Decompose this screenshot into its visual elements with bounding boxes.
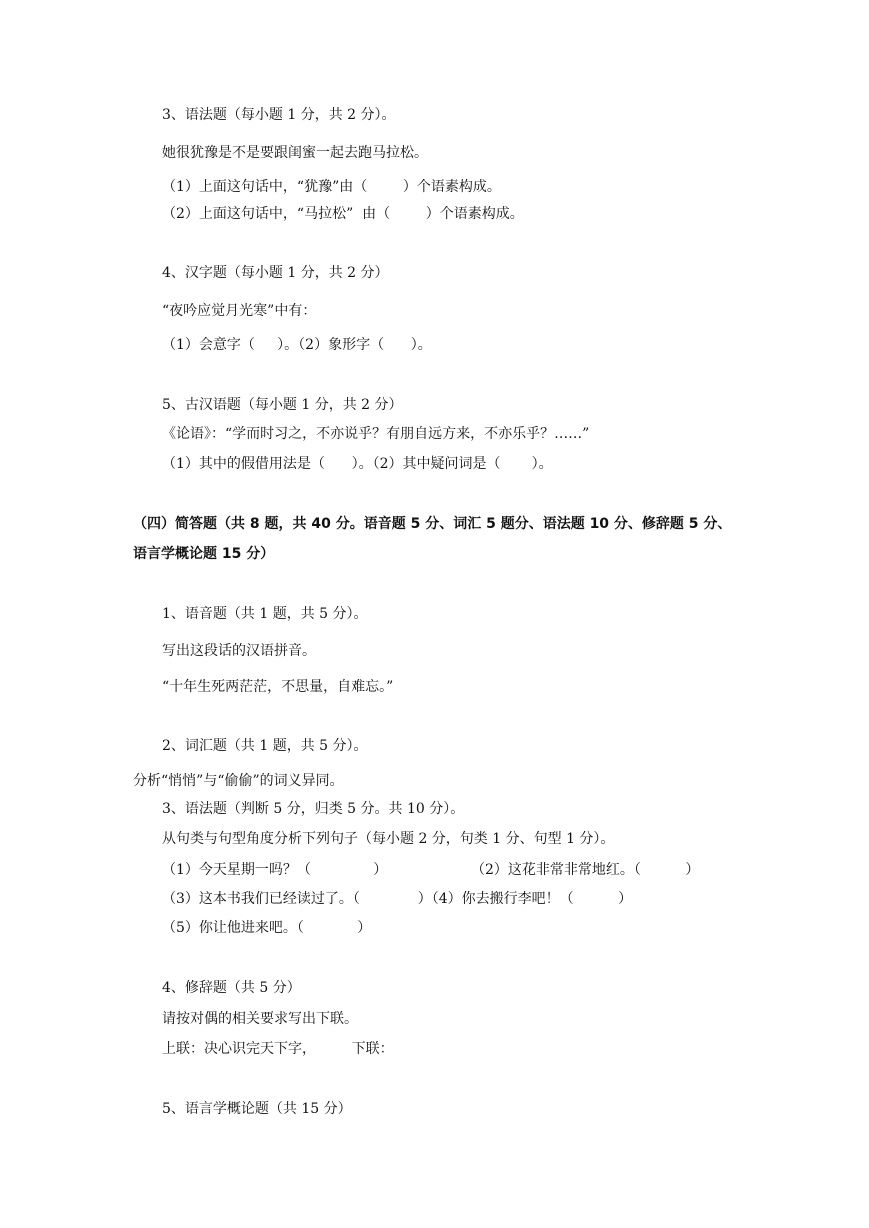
- s3-heading: 3、语法题（判断 5 分，归类 5 分。共 10 分）。: [162, 801, 465, 817]
- s5-heading: 5、语言学概论题（共 15 分）: [162, 1101, 352, 1117]
- q3-item-1: （1）上面这句话中，“犹豫”由（ ）个语素构成。: [162, 179, 501, 195]
- section-title-line-1: （四）简答题（共 8 题，共 40 分。语音题 5 分、词汇 5 题分、语法题 10 分、修辞题 5 分、: [133, 516, 732, 532]
- s2-prompt: 分析“悄悄”与“偷偷”的词义异同。: [133, 773, 344, 789]
- s3-item-3-4: （3）这本书我们已经读过了。（ ）（4）你去搬行李吧！（ ）: [162, 891, 633, 907]
- s1-instruction: 写出这段话的汉语拼音。: [162, 643, 316, 659]
- q4-items: （1）会意字（ ）。（2）象形字（ ）。: [162, 337, 432, 353]
- s3-item-5: （5）你让他进来吧。（ ）: [162, 920, 372, 936]
- q4-heading: 4、汉字题（每小题 1 分，共 2 分）: [162, 265, 389, 281]
- s1-heading: 1、语音题（共 1 题，共 5 分）。: [162, 606, 368, 622]
- q5-quote: 《论语》：“学而时习之，不亦说乎？有朋自远方来，不亦乐乎？……”: [162, 426, 590, 442]
- s3-item-1: （1）今天星期一吗？（ ）: [162, 862, 388, 878]
- s4-heading: 4、修辞题（共 5 分）: [162, 980, 301, 996]
- q5-items: （1）其中的假借用法是（ ）。（2）其中疑问词是（ ）。: [162, 456, 553, 472]
- q4-quote: “夜吟应觉月光寒”中有：: [162, 303, 317, 319]
- s4-couplet: 上联：决心识完天下字， 下联：: [162, 1041, 394, 1057]
- section-title-line-2: 语言学概论题 15 分）: [133, 546, 275, 562]
- s1-quote: “十年生死两茫茫，不思量，自难忘。”: [162, 679, 394, 695]
- q3-sentence: 她很犹豫是不是要跟闺蜜一起去跑马拉松。: [162, 145, 428, 161]
- s3-item-2: （2）这花非常非常地红。（ ）: [471, 862, 700, 878]
- s3-instruction: 从句类与句型角度分析下列句子（每小题 2 分，句类 1 分、句型 1 分）。: [162, 831, 615, 847]
- q3-item-2: （2）上面这句话中，“马拉松” 由（ ）个语素构成。: [162, 206, 524, 222]
- q3-heading: 3、语法题（每小题 1 分，共 2 分）。: [162, 107, 396, 123]
- q5-heading: 5、古汉语题（每小题 1 分，共 2 分）: [162, 397, 403, 413]
- s4-instruction: 请按对偶的相关要求写出下联。: [162, 1011, 358, 1027]
- s2-heading: 2、词汇题（共 1 题，共 5 分）。: [162, 738, 368, 754]
